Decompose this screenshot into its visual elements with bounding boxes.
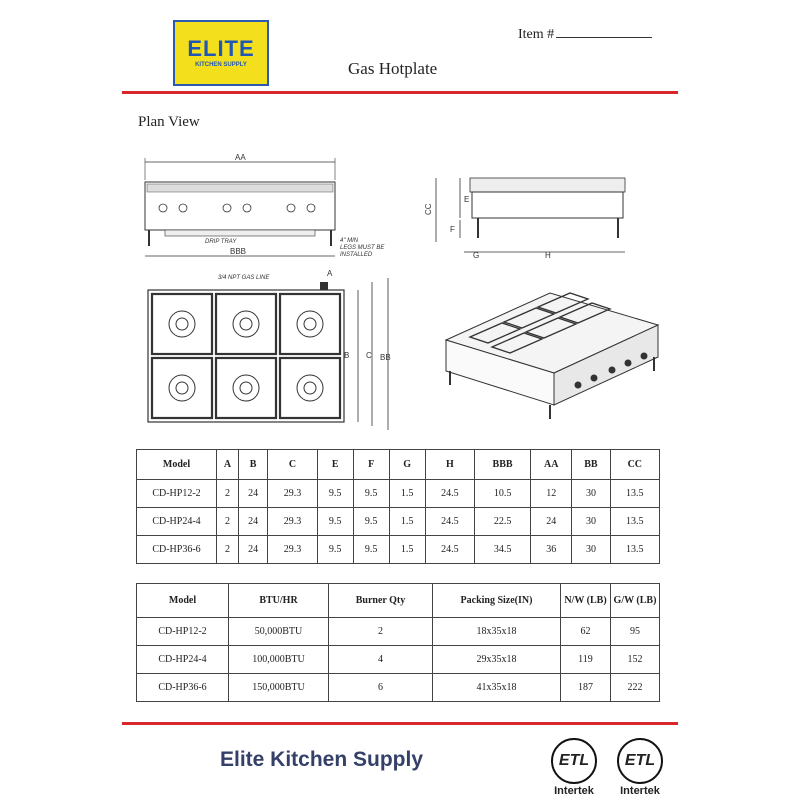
item-number-blank [556, 26, 652, 38]
cell-aa: 12 [531, 480, 572, 508]
cell-g: 1.5 [389, 508, 425, 536]
dimension-table [136, 449, 660, 564]
cell-packing-size: 41x35x18 [433, 674, 561, 702]
cell-e: 9.5 [317, 536, 353, 564]
etl-mark-icon: ETL [617, 738, 663, 784]
cell-model: CD-HP36-6 [137, 674, 229, 702]
cell-b: 24 [238, 480, 267, 508]
cell-bbb: 22.5 [475, 508, 531, 536]
cell-cc: 13.5 [610, 508, 659, 536]
etl-listed-certification [544, 738, 604, 797]
cell-btu: 100,000BTU [229, 646, 329, 674]
cell-a: 2 [217, 480, 239, 508]
spec-col-btu: BTU/HR [229, 584, 329, 618]
logo-subtitle: KITCHEN SUPPLY [195, 62, 247, 68]
dim-b-label: B [344, 351, 350, 360]
cell-h: 24.5 [425, 536, 474, 564]
cert-maker-label: Intertek [620, 785, 660, 797]
cell-packing-size: 29x35x18 [433, 646, 561, 674]
dim-bb-label: BB [380, 353, 391, 362]
dim-col-b: B [238, 450, 267, 480]
cell-packing-size: 18x35x18 [433, 618, 561, 646]
cell-burner-qty: 2 [329, 618, 433, 646]
cell-aa: 24 [531, 508, 572, 536]
etl-mark-icon: ETL [551, 738, 597, 784]
legs-note-line3: INSTALLED [340, 252, 373, 258]
plan-view-label: Plan View [138, 114, 200, 130]
cell-net-weight: 62 [561, 618, 611, 646]
dim-col-e: E [317, 450, 353, 480]
dim-col-a: A [217, 450, 239, 480]
dim-col-h: H [425, 450, 474, 480]
document-title: Gas Hotplate [348, 59, 438, 78]
cell-gross-weight: 95 [611, 618, 660, 646]
dim-g-label: G [473, 251, 480, 260]
cell-c: 29.3 [268, 480, 317, 508]
cell-f: 9.5 [353, 536, 389, 564]
cell-model: CD-HP24-4 [137, 508, 217, 536]
cell-bb: 30 [572, 536, 610, 564]
logo-brand: ELITE [187, 36, 255, 61]
dim-aa-label: AA [235, 153, 246, 162]
cell-gross-weight: 152 [611, 646, 660, 674]
cell-h: 24.5 [425, 480, 474, 508]
side-view-drawing [420, 172, 640, 262]
spec-col-gross-weight: G/W (LB) [611, 584, 660, 618]
cell-h: 24.5 [425, 508, 474, 536]
dim-col-aa: AA [531, 450, 572, 480]
cell-a: 2 [217, 536, 239, 564]
cell-model: CD-HP12-2 [137, 618, 229, 646]
spec-col-burner-qty: Burner Qty [329, 584, 433, 618]
cell-cc: 13.5 [610, 536, 659, 564]
spec-table-header-row [137, 584, 660, 618]
cell-a: 2 [217, 508, 239, 536]
cell-aa: 36 [531, 536, 572, 564]
cell-f: 9.5 [353, 480, 389, 508]
dim-col-c: C [268, 450, 317, 480]
footer-company-name: Elite Kitchen Supply [220, 748, 424, 771]
gas-line-label: 3/4 NPT GAS LINE [218, 275, 270, 281]
table-row [137, 536, 660, 564]
dim-c-label: C [366, 351, 372, 360]
cell-btu: 150,000BTU [229, 674, 329, 702]
cell-f: 9.5 [353, 508, 389, 536]
front-view-drawing [135, 150, 385, 265]
table-row [137, 646, 660, 674]
footer-divider [122, 722, 678, 725]
dim-col-model: Model [137, 450, 217, 480]
dim-col-cc: CC [610, 450, 659, 480]
cell-g: 1.5 [389, 536, 425, 564]
dimension-table-header-row [137, 450, 660, 480]
cell-b: 24 [238, 536, 267, 564]
cell-c: 29.3 [268, 536, 317, 564]
cell-c: 29.3 [268, 508, 317, 536]
cell-net-weight: 119 [561, 646, 611, 674]
dim-a-label: A [327, 269, 333, 278]
legs-note-line2: LEGS MUST BE [340, 245, 385, 251]
dim-f-label: F [450, 225, 455, 234]
cell-b: 24 [238, 508, 267, 536]
cell-bbb: 34.5 [475, 536, 531, 564]
spec-col-packing-size: Packing Size(IN) [433, 584, 561, 618]
table-row [137, 508, 660, 536]
cell-net-weight: 187 [561, 674, 611, 702]
cell-bbb: 10.5 [475, 480, 531, 508]
cell-burner-qty: 4 [329, 646, 433, 674]
dim-h-label: H [545, 251, 551, 260]
specification-table [136, 583, 660, 702]
cell-cc: 13.5 [610, 480, 659, 508]
cell-bb: 30 [572, 480, 610, 508]
cell-g: 1.5 [389, 480, 425, 508]
spec-col-model: Model [137, 584, 229, 618]
dim-e-label: E [464, 195, 470, 204]
cell-model: CD-HP24-4 [137, 646, 229, 674]
cell-model: CD-HP12-2 [137, 480, 217, 508]
isometric-view-drawing [440, 285, 665, 425]
dim-col-bb: BB [572, 450, 610, 480]
table-row [137, 674, 660, 702]
dim-bbb-label: BBB [230, 247, 247, 256]
cell-btu: 50,000BTU [229, 618, 329, 646]
cell-gross-weight: 222 [611, 674, 660, 702]
etl-sanitation-certification [610, 738, 670, 797]
legs-note-line1: 4" MIN [340, 238, 359, 244]
cell-model: CD-HP36-6 [137, 536, 217, 564]
cell-bb: 30 [572, 508, 610, 536]
item-number-field [518, 26, 652, 43]
cert-maker-label: Intertek [554, 785, 594, 797]
cell-burner-qty: 6 [329, 674, 433, 702]
table-row [137, 618, 660, 646]
dim-col-bbb: BBB [475, 450, 531, 480]
header-divider [122, 91, 678, 94]
cell-e: 9.5 [317, 480, 353, 508]
drip-tray-label: DRIP TRAY [205, 239, 237, 245]
cell-e: 9.5 [317, 508, 353, 536]
elite-logo [173, 20, 269, 86]
dim-cc-label: CC [424, 203, 433, 215]
dim-col-f: F [353, 450, 389, 480]
item-number-label: Item # [518, 27, 555, 42]
dim-col-g: G [389, 450, 425, 480]
table-row [137, 480, 660, 508]
top-view-drawing [140, 268, 400, 433]
spec-col-net-weight: N/W (LB) [561, 584, 611, 618]
